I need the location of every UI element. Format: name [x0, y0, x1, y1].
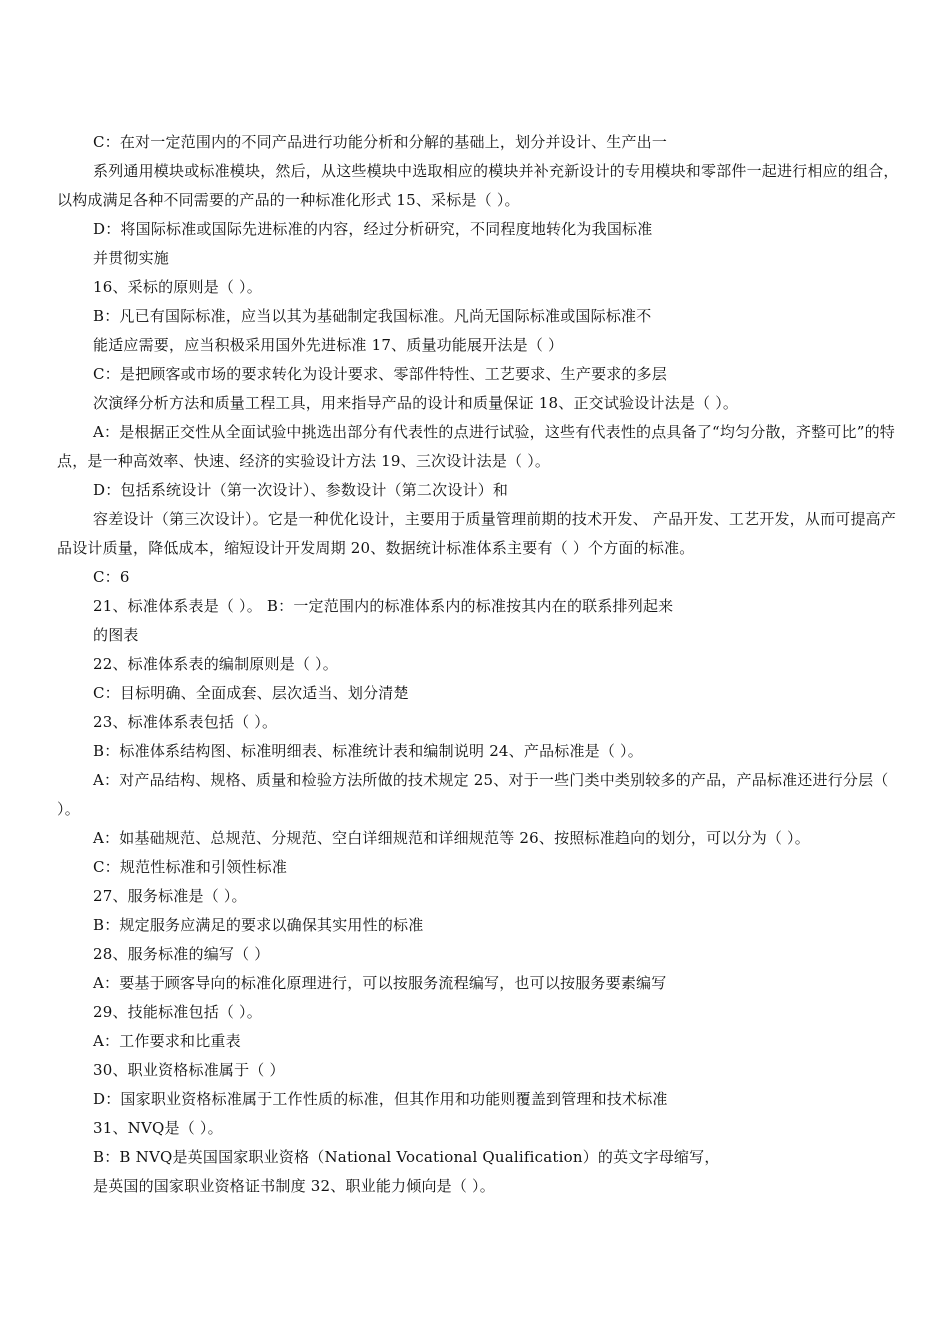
paragraph: C：规范性标准和引领性标准	[93, 858, 288, 876]
paragraph: 容差设计（第三次设计）。它是一种优化设计，主要用于质量管理前期的技术开发、 产品开发、工艺开发，从而可提高产品设计质量，降低成本，缩短设计开发周期 20、数据统计标准体系主要有（ ）个方面的标准。	[57, 510, 897, 557]
document-body	[57, 128, 903, 1201]
paragraph: A：是根据正交性从全面试验中挑选出部分有代表性的点进行试验，这些有代表性的点具备了“均匀分散，齐整可比”的特点，是一种高效率、快速、经济的实验设计方法 19、三次设计法是（ ）。	[57, 423, 895, 470]
paragraph: 22、标准体系表的编制原则是（ ）。	[93, 655, 338, 673]
paragraph: 16、采标的原则是（ ）。	[93, 278, 262, 296]
paragraph: A：要基于顾客导向的标准化原理进行，可以按服务流程编写，也可以按服务要素编写	[93, 974, 667, 992]
paragraph: 系列通用模块或标准模块，然后，从这些模块中选取相应的模块并补充新设计的专用模块和零部件一起进行相应的组合，以构成满足各种不同需要的产品的一种标准化形式 15、采标是（ ）。	[57, 162, 899, 209]
paragraph: 并贯彻实施	[93, 249, 170, 267]
paragraph: 28、服务标准的编写（ ）	[93, 945, 270, 963]
paragraph: A：对产品结构、规格、质量和检验方法所做的技术规定 25、对于一些门类中类别较多的产品，产品标准还进行分层（ ）。	[57, 771, 889, 818]
paragraph: D：包括系统设计（第一次设计）、参数设计（第二次设计）和	[93, 481, 509, 499]
paragraph: 31、NVQ是（ ）。	[93, 1119, 223, 1137]
paragraph: 23、标准体系表包括（ ）。	[93, 713, 278, 731]
paragraph: 29、技能标准包括（ ）。	[93, 1003, 262, 1021]
paragraph: 27、服务标准是（ ）。	[93, 887, 247, 905]
paragraph: B：规定服务应满足的要求以确保其实用性的标准	[93, 916, 424, 934]
paragraph: 30、职业资格标准属于（ ）	[93, 1061, 285, 1079]
paragraph: 21、标准体系表是（ ）。 B：一定范围内的标准体系内的标准按其内在的联系排列起来	[93, 597, 674, 615]
paragraph: C：目标明确、全面成套、层次适当、划分清楚	[93, 684, 409, 702]
paragraph: C：6	[93, 568, 130, 586]
paragraph: C：是把顾客或市场的要求转化为设计要求、零部件特性、工艺要求、生产要求的多层	[93, 365, 668, 383]
paragraph: A：如基础规范、总规范、分规范、空白详细规范和详细规范等 26、按照标准趋向的划分，可以分为（ ）。	[93, 829, 810, 847]
paragraph: B：凡已有国际标准，应当以其为基础制定我国标准。凡尚无国际标准或国际标准不	[93, 307, 652, 325]
paragraph: 能适应需要，应当积极采用国外先进标准 17、质量功能展开法是（ ）	[93, 336, 564, 354]
paragraph: A：工作要求和比重表	[93, 1032, 241, 1050]
paragraph: D：将国际标准或国际先进标准的内容，经过分析研究，不同程度地转化为我国标准	[93, 220, 653, 238]
paragraph: B：B NVQ是英国国家职业资格（National Vocational Qualification）的英文字母缩写，	[93, 1148, 720, 1166]
paragraph: D：国家职业资格标准属于工作性质的标准，但其作用和功能则覆盖到管理和技术标准	[93, 1090, 668, 1108]
paragraph: 的图表	[93, 626, 139, 644]
paragraph: 次演绎分析方法和质量工程工具，用来指导产品的设计和质量保证 18、正交试验设计法是（ ）。	[93, 394, 739, 412]
paragraph: B：标准体系结构图、标准明细表、标准统计表和编制说明 24、产品标准是（ ）。	[93, 742, 643, 760]
paragraph: C：在对一定范围内的不同产品进行功能分析和分解的基础上，划分并设计、生产出一	[93, 133, 668, 151]
paragraph: 是英国的国家职业资格证书制度 32、职业能力倾向是（ ）。	[93, 1177, 495, 1195]
